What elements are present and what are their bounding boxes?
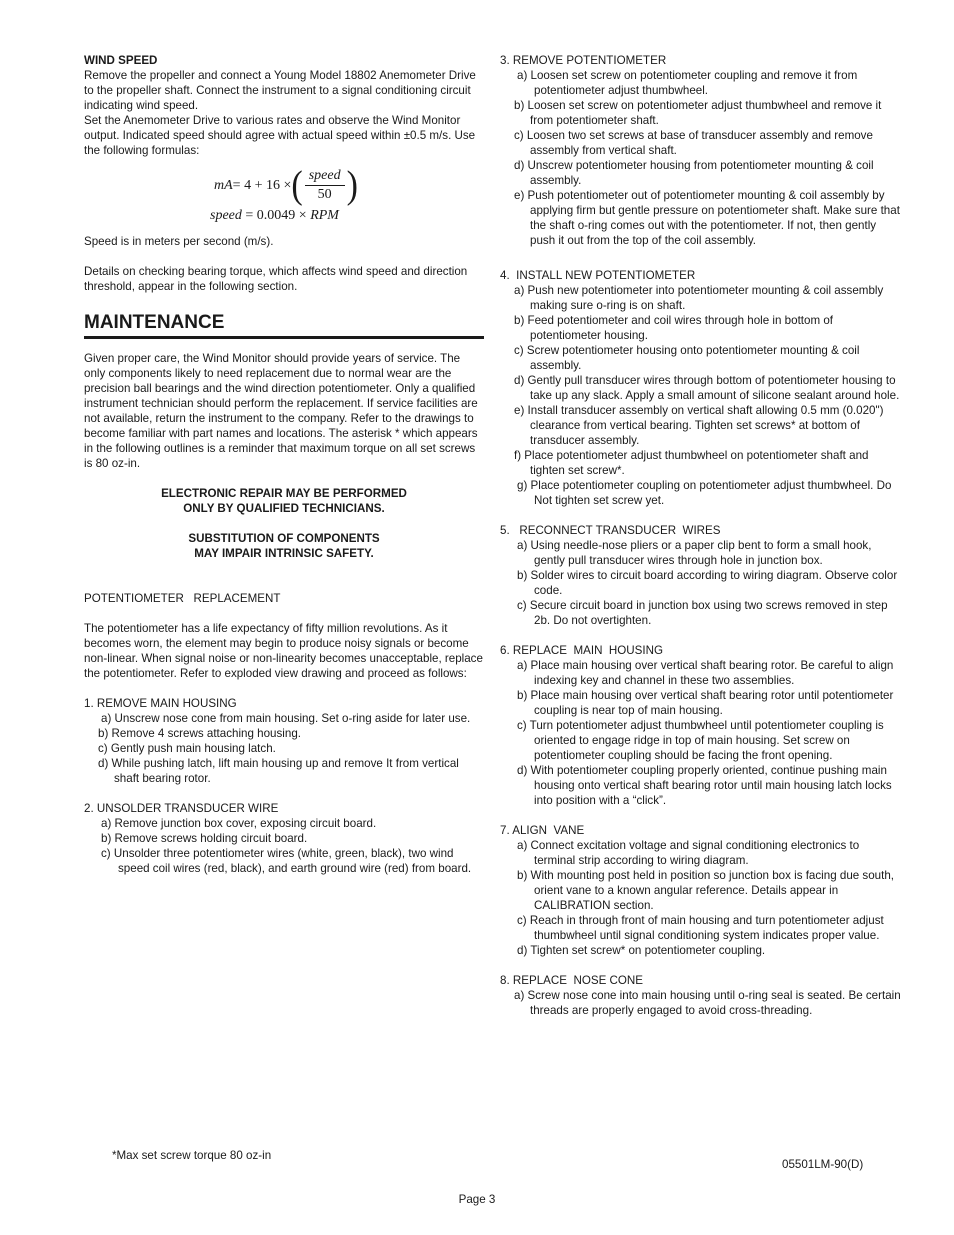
torque-footnote: *Max set screw torque 80 oz-in [112,1149,272,1162]
step-1-title: 1. REMOVE MAIN HOUSING [84,697,237,710]
warning-substitution-line1: SUBSTITUTION OF COMPONENTS [188,532,380,545]
potentiometer-paragraph: The potentiometer has a life expectancy of fifty million revolutions. As it becomes worn, the element may begin to produce noisy signals or become non-linear. When signal noise or non-linearity becomes unacceptable, replace the potentiometer. Refer to exploded view drawing and proceed as follows: [84,622,483,680]
list-item: a) Using needle-nose pliers or a paper clip bent to form a small hook, gently pull transducer wires through hole in junction box. [517,539,872,567]
step-8-title: 8. REPLACE NOSE CONE [500,974,644,987]
left-column [84,53,484,876]
list-item: c) Loosen two set screws at base of transducer assembly and remove assembly from vertical shaft. [514,129,873,157]
list-item: e) Install transducer assembly on vertical shaft allowing 0.5 mm (0.020") clearance from vertical bearing. Tighten set screws* at bottom of transducer assembly. [514,404,884,447]
list-item: b) Loosen set screw on potentiometer adjust thumbwheel and remove it from potentiometer shaft. [514,99,882,127]
fraction-numerator: speed [305,168,345,186]
list-item: b) Remove 4 screws attaching housing. [98,727,301,740]
list-item: f) Place potentiometer adjust thumbwheel on potentiometer shaft and tighten set screw*. [514,449,869,477]
list-item: b) Feed potentiometer and coil wires through hole in bottom of potentiometer housing. [514,314,834,342]
wind-speed-paragraph-1: Remove the propeller and connect a Young Model 18802 Anemometer Drive to the propeller shaft. Connect the instrument to a signal conditioning circuit indicating wind speed. [84,69,476,112]
step-7-title: 7. ALIGN VANE [500,824,585,837]
formula-ma-operator: = 4 + 16 × [232,178,292,193]
list-item: e) Push potentiometer out of potentiometer mounting & coil assembly by applying firm but gentle pressure on potentiometer shaft. Make sure that the shaft o-ring comes out with the potentiometer. If not, then gently push it out from the top of the coil assembly. [514,189,900,247]
left-paren-glyph: ( [291,163,303,207]
list-item: d) Gently pull transducer wires through bottom of potentiometer housing to take up any slack. Apply a small amount of silicone sealant around hole. [514,374,900,402]
list-item: b) Remove screws holding circuit board. [101,832,308,845]
list-item: d) Tighten set screw* on potentiometer coupling. [517,944,766,957]
maintenance-paragraph: Given proper care, the Wind Monitor should provide years of service. The only components likely to need replacement due to normal wear are the precision ball bearings and the wind direction potentiometer. Only a qualified instrument technician should perform the replacement. If service facilities are not available, return the instrument to the company. Refer to the drawings to become familiar with part names and locations. The asterisk * which appears in the following outlines is a reminder that maximum torque on all set screws is 80 oz-in. [84,352,478,470]
list-item: b) Place main housing over vertical shaft bearing rotor until potentiometer coupling is near top of main housing. [517,689,894,717]
list-item: d) Unscrew potentiometer housing from potentiometer mounting & coil assembly. [514,159,874,187]
list-item: a) Screw nose cone into main housing until o-ring seal is seated. Be certain threads are properly engaged to avoid cross-threading. [514,989,901,1017]
document-id: 05501LM-90(D) [782,1158,864,1171]
speed-fraction [305,168,345,203]
formula-speed-operator: = 0.0049 × [241,208,311,223]
list-item: b) Solder wires to circuit board according to wiring diagram. Observe color code. [517,569,898,597]
potentiometer-replacement-heading: POTENTIOMETER REPLACEMENT [84,592,281,605]
step-3-title: 3. REMOVE POTENTIOMETER [500,54,667,67]
list-item: a) Unscrew nose cone from main housing. Set o-ring aside for later use. [101,712,471,725]
formula-ma-lhs: mA [214,178,233,193]
list-item: a) Remove junction box cover, exposing circuit board. [101,817,377,830]
list-item: b) With mounting post held in position so junction box is facing due south, orient vane to a known angular reference. Details appear in CALIBRATION section. [517,869,895,912]
warning-electronic-repair-line1: ELECTRONIC REPAIR MAY BE PERFORMED [161,487,407,500]
maintenance-heading: MAINTENANCE [84,312,484,339]
list-item: g) Place potentiometer coupling on potentiometer adjust thumbwheel. Do Not tighten set screw yet. [517,479,892,507]
bearing-torque-note: Details on checking bearing torque, which affects wind speed and direction threshold, appear in the following section. [84,265,468,293]
list-item: d) While pushing latch, lift main housing up and remove It from vertical shaft bearing rotor. [98,757,459,785]
wind-speed-formulas [84,164,484,226]
formula-ma [214,163,358,207]
step-5-title: 5. RECONNECT TRANSDUCER WIRES [500,524,721,537]
list-item: c) Gently push main housing latch. [98,742,276,755]
list-item: a) Push new potentiometer into potentiometer mounting & coil assembly making sure o-ring is on shaft. [514,284,884,312]
speed-units-note: Speed is in meters per second (m/s). [84,235,274,248]
list-item: a) Connect excitation voltage and signal conditioning electronics to terminal strip according to wiring diagram. [517,839,860,867]
list-item: a) Loosen set screw on potentiometer coupling and remove it from potentiometer adjust thumbwheel. [517,69,858,97]
step-2-title: 2. UNSOLDER TRANSDUCER WIRE [84,802,279,815]
formula-speed-rhs: RPM [310,208,339,223]
list-item: c) Reach in through front of main housing and turn potentiometer adjust thumbwheel until signal conditioning system indicates proper value. [517,914,884,942]
warning-electronic-repair-line2: ONLY BY QUALIFIED TECHNICIANS. [183,502,385,515]
formula-speed [210,208,339,223]
list-item: a) Place main housing over vertical shaft bearing rotor. Be careful to align indexing key and channel in these two assemblies. [517,659,894,687]
warning-substitution-line2: MAY IMPAIR INTRINSIC SAFETY. [194,547,374,560]
right-column [500,53,902,1018]
wind-speed-heading: WIND SPEED [84,54,158,67]
step-4-title: 4. INSTALL NEW POTENTIOMETER [500,269,696,282]
list-item: c) Turn potentiometer adjust thumbwheel until potentiometer coupling is oriented to engage ridge in top of main housing. Set screw on potentiometer coupling should be facing the front opening. [517,719,884,762]
step-6-title: 6. REPLACE MAIN HOUSING [500,644,663,657]
fraction-denominator: 50 [317,187,332,202]
wind-speed-paragraph-2: Set the Anemometer Drive to various rates and observe the Wind Monitor output. Indicated speed should agree with actual speed within ±0.5 m/s. Use the following formulas: [84,114,476,157]
page-number: Page 3 [458,1193,496,1206]
list-item: c) Unsolder three potentiometer wires (white, green, black), two wind speed coil wires (red, black), and earth ground wire (red) from board. [101,847,472,875]
list-item: d) With potentiometer coupling properly oriented, continue pushing main housing onto vertical shaft bearing rotor until main housing latch locks into position with a “click”. [517,764,892,807]
list-item: c) Secure circuit board in junction box using two screws removed in step 2b. Do not overtighten. [517,599,888,627]
list-item: c) Screw potentiometer housing onto potentiometer mounting & coil assembly. [514,344,860,372]
right-paren-glyph: ) [346,163,358,207]
formula-speed-lhs: speed [210,208,242,223]
